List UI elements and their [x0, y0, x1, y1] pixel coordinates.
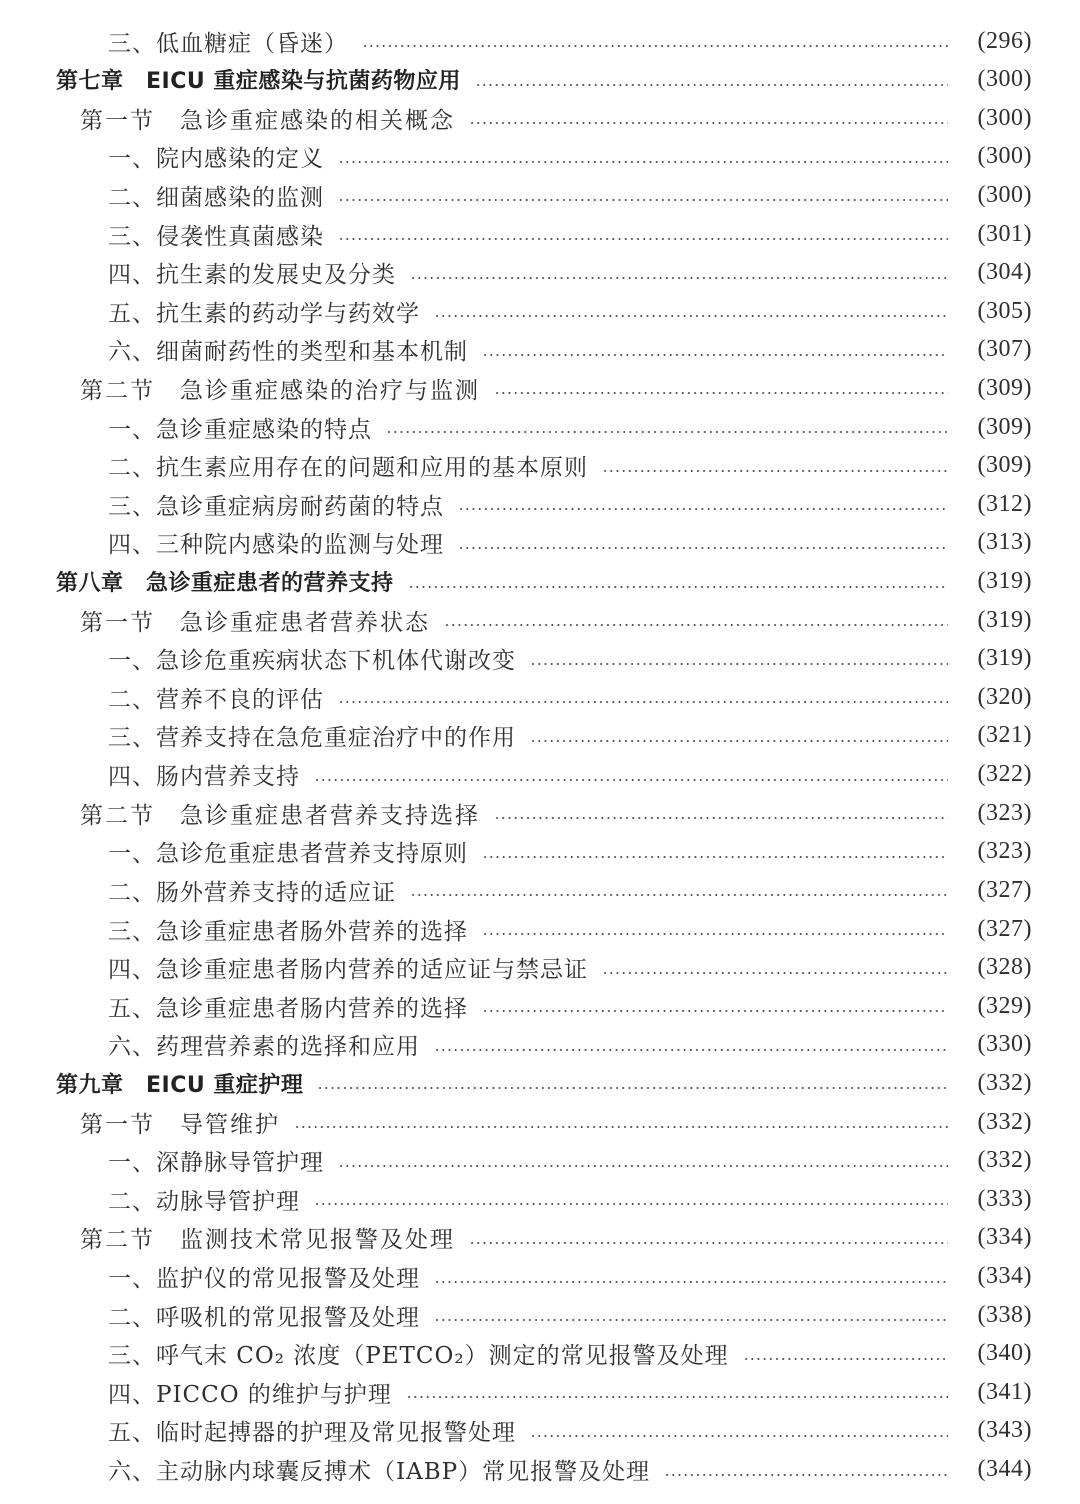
- dot-leader: [338, 1165, 948, 1167]
- dot-leader: [434, 1281, 948, 1283]
- toc-section-row[interactable]: [0, 601, 1080, 640]
- toc-entry-title: 三、侵袭性真菌感染: [108, 223, 324, 250]
- dot-leader: [338, 238, 948, 240]
- toc-entry: [0, 1184, 1032, 1214]
- toc-page-number: (330): [977, 1031, 1032, 1058]
- toc-page-number: (332): [977, 1108, 1032, 1135]
- toc-item-row[interactable]: [0, 1142, 1080, 1181]
- toc-entry: [0, 1068, 1032, 1098]
- toc-item-row[interactable]: [0, 215, 1080, 254]
- toc-chapter-row[interactable]: [0, 1064, 1080, 1103]
- toc-entry: [0, 1416, 1032, 1446]
- toc-page-number: (333): [977, 1185, 1032, 1212]
- toc-entry-title: 六、药理营养素的选择和应用: [108, 1034, 420, 1061]
- dot-leader: [410, 277, 948, 279]
- toc-page-number: (300): [977, 104, 1032, 131]
- dot-leader: [530, 663, 948, 665]
- toc-chapter-row[interactable]: [0, 61, 1080, 100]
- dot-leader: [408, 586, 948, 588]
- dot-leader: [294, 1126, 948, 1128]
- toc-entry: [0, 373, 1032, 403]
- toc-item-row[interactable]: [0, 987, 1080, 1026]
- toc-page-number: (340): [977, 1340, 1032, 1367]
- toc-entry-title: 四、肠内营养支持: [108, 764, 300, 791]
- toc-page-number: (307): [977, 336, 1032, 363]
- toc-item-row[interactable]: [0, 640, 1080, 679]
- dot-leader: [317, 1087, 948, 1089]
- toc-entry-title: 第八章 急诊重症患者的营养支持: [56, 571, 394, 597]
- toc-entry-title: 五、抗生素的药动学与药效学: [108, 300, 420, 327]
- toc-page-number: (320): [977, 683, 1032, 710]
- toc-entry: [0, 65, 1032, 95]
- dot-leader: [338, 701, 948, 703]
- toc-item-row[interactable]: [0, 447, 1080, 486]
- dot-leader: [386, 431, 948, 433]
- toc-entry-title: 第一节 导管维护: [80, 1111, 280, 1138]
- toc-entry: [0, 1377, 1032, 1407]
- dot-leader: [475, 84, 948, 86]
- toc-entry-title: 二、呼吸机的常见报警及处理: [108, 1304, 420, 1331]
- dot-leader: [530, 1435, 948, 1437]
- toc-entry: [0, 296, 1032, 326]
- toc-page-number: (327): [977, 876, 1032, 903]
- toc-entry-title: 第七章 EICU 重症感染与抗菌药物应用: [56, 69, 461, 95]
- toc-page-number: (304): [977, 259, 1032, 286]
- toc-entry-title: 一、深静脉导管护理: [108, 1150, 324, 1177]
- toc-item-row[interactable]: [0, 871, 1080, 910]
- toc-entry: [0, 26, 1032, 56]
- toc-page-number: (343): [977, 1417, 1032, 1444]
- toc-entry: [0, 1339, 1032, 1369]
- toc-page-number: (327): [977, 915, 1032, 942]
- toc-entry: [0, 953, 1032, 983]
- toc-entry-title: 六、主动脉内球囊反搏术（IABP）常见报警及处理: [108, 1459, 651, 1486]
- dot-leader: [602, 972, 948, 974]
- dot-leader: [458, 547, 948, 549]
- dot-leader: [664, 1474, 948, 1476]
- toc-page-number: (309): [977, 452, 1032, 479]
- dot-leader: [602, 470, 948, 472]
- dot-leader: [410, 894, 948, 896]
- toc-entry-title: 四、PICCO 的维护与护理: [108, 1381, 392, 1408]
- toc-item-row[interactable]: [0, 331, 1080, 370]
- toc-item-row[interactable]: [0, 717, 1080, 756]
- toc-section-row[interactable]: [0, 1103, 1080, 1142]
- toc-entry-title: 三、急诊重症病房耐药菌的特点: [108, 493, 444, 520]
- toc-entry-title: 三、营养支持在急危重症治疗中的作用: [108, 725, 516, 752]
- toc-item-row[interactable]: [0, 1335, 1080, 1374]
- toc-entry: [0, 219, 1032, 249]
- toc-item-row[interactable]: [0, 1451, 1080, 1490]
- toc-page-number: (341): [977, 1378, 1032, 1405]
- toc-entry-title: 四、抗生素的发展史及分类: [108, 262, 396, 289]
- toc-page-number: (332): [977, 1069, 1032, 1096]
- toc-entry-title: 第一节 急诊重症患者营养状态: [80, 609, 430, 636]
- toc-item-row[interactable]: [0, 678, 1080, 717]
- toc-entry: [0, 1146, 1032, 1176]
- toc-page-number: (300): [977, 143, 1032, 170]
- toc-entry: [0, 760, 1032, 790]
- toc-entry: [0, 682, 1032, 712]
- toc-entry-title: 一、急诊重症感染的特点: [108, 416, 372, 443]
- toc-entry: [0, 258, 1032, 288]
- toc-section-row[interactable]: [0, 1219, 1080, 1258]
- toc-entry: [0, 875, 1032, 905]
- dot-leader: [362, 45, 948, 47]
- dot-leader: [469, 1242, 948, 1244]
- dot-leader: [482, 354, 948, 356]
- toc-entry: [0, 567, 1032, 597]
- table-of-contents: [0, 22, 1080, 1489]
- toc-entry-title: 四、急诊重症患者肠内营养的适应证与禁忌证: [108, 957, 588, 984]
- dot-leader: [482, 933, 948, 935]
- dot-leader: [482, 856, 948, 858]
- toc-item-row[interactable]: [0, 910, 1080, 949]
- toc-entry: [0, 142, 1032, 172]
- toc-entry-title: 一、监护仪的常见报警及处理: [108, 1266, 420, 1292]
- toc-entry: [0, 335, 1032, 365]
- toc-section-row[interactable]: [0, 369, 1080, 408]
- toc-entry: [0, 489, 1032, 519]
- toc-item-row[interactable]: [0, 1373, 1080, 1412]
- toc-page-number: (313): [977, 529, 1032, 556]
- toc-section-row[interactable]: [0, 99, 1080, 138]
- toc-entry: [0, 605, 1032, 635]
- toc-item-row[interactable]: [0, 485, 1080, 524]
- toc-item-row[interactable]: [0, 1258, 1080, 1297]
- dot-leader: [338, 199, 948, 201]
- toc-entry: [0, 914, 1032, 944]
- dot-leader: [314, 1203, 948, 1205]
- toc-item-row[interactable]: [0, 756, 1080, 795]
- toc-entry: [0, 1300, 1032, 1330]
- toc-page-number: (323): [977, 799, 1032, 826]
- toc-item-row[interactable]: [0, 254, 1080, 293]
- toc-item-row[interactable]: [0, 1412, 1080, 1451]
- toc-entry-title: 第二节 监测技术常见报警及处理: [80, 1227, 455, 1254]
- toc-entry-title: 五、临时起搏器的护理及常见报警处理: [108, 1420, 516, 1447]
- toc-entry: [0, 1223, 1032, 1253]
- toc-item-row[interactable]: [0, 408, 1080, 447]
- toc-section-row[interactable]: [0, 794, 1080, 833]
- toc-page-number: (300): [977, 181, 1032, 208]
- toc-page-number: (305): [977, 297, 1032, 324]
- toc-item-row[interactable]: [0, 833, 1080, 872]
- toc-entry: [0, 721, 1032, 751]
- toc-entry-title: 五、急诊重症患者肠内营养的选择: [108, 995, 468, 1022]
- toc-entry-title: 二、肠外营养支持的适应证: [108, 879, 396, 906]
- toc-entry: [0, 1262, 1032, 1292]
- toc-entry: [0, 412, 1032, 442]
- dot-leader: [743, 1358, 948, 1360]
- toc-entry-title: 二、细菌感染的监测: [108, 184, 324, 211]
- toc-entry: [0, 644, 1032, 674]
- toc-entry: [0, 1455, 1032, 1485]
- toc-page-number: (319): [977, 568, 1032, 595]
- toc-entry-title: 三、低血糖症（昏迷）: [108, 30, 348, 57]
- toc-item-row[interactable]: [0, 22, 1080, 61]
- toc-item-row[interactable]: [0, 1026, 1080, 1065]
- toc-page-number: (322): [977, 761, 1032, 788]
- dot-leader: [458, 508, 948, 510]
- toc-entry: [0, 1030, 1032, 1060]
- toc-entry-title: 三、呼气末 CO₂ 浓度（PETCO₂）测定的常见报警及处理: [108, 1343, 729, 1370]
- toc-page-number: (301): [977, 220, 1032, 247]
- dot-leader: [406, 1396, 948, 1398]
- toc-entry-title: 二、抗生素应用存在的问题和应用的基本原则: [108, 455, 588, 482]
- toc-entry: [0, 103, 1032, 133]
- toc-page-number: (332): [977, 1147, 1032, 1174]
- toc-page-number: (334): [977, 1224, 1032, 1251]
- toc-page-number: (323): [977, 838, 1032, 865]
- toc-item-row[interactable]: [0, 138, 1080, 177]
- toc-entry-title: 一、急诊危重疾病状态下机体代谢改变: [108, 648, 516, 675]
- dot-leader: [494, 392, 948, 394]
- toc-entry-title: 第九章 EICU 重症护理: [56, 1072, 304, 1098]
- dot-leader: [482, 1010, 948, 1012]
- toc-item-row[interactable]: [0, 292, 1080, 331]
- toc-page-number: (344): [977, 1456, 1032, 1483]
- toc-entry-title: 二、营养不良的评估: [108, 686, 324, 713]
- toc-entry: [0, 991, 1032, 1021]
- dot-leader: [494, 817, 948, 819]
- toc-page-number: (321): [977, 722, 1032, 749]
- toc-item-row[interactable]: [0, 1296, 1080, 1335]
- toc-page-number: (300): [977, 66, 1032, 93]
- toc-entry-title: 二、动脉导管护理: [108, 1188, 300, 1215]
- toc-page-number: (319): [977, 645, 1032, 672]
- toc-page-number: (312): [977, 490, 1032, 517]
- dot-leader: [434, 315, 948, 317]
- toc-page-number: (328): [977, 954, 1032, 981]
- toc-entry: [0, 1107, 1032, 1137]
- dot-leader: [444, 624, 948, 626]
- toc-page-number: (329): [977, 992, 1032, 1019]
- toc-page-number: (296): [977, 27, 1032, 54]
- toc-item-row[interactable]: [0, 524, 1080, 563]
- toc-entry-title: 六、细菌耐药性的类型和基本机制: [108, 339, 468, 366]
- dot-leader: [434, 1319, 948, 1321]
- toc-entry-title: 一、急诊危重症患者营养支持原则: [108, 841, 468, 868]
- toc-page-number: (309): [977, 374, 1032, 401]
- dot-leader: [314, 779, 948, 781]
- dot-leader: [530, 740, 948, 742]
- dot-leader: [338, 161, 948, 163]
- toc-entry: [0, 798, 1032, 828]
- toc-entry: [0, 180, 1032, 210]
- dot-leader: [469, 122, 948, 124]
- dot-leader: [434, 1049, 948, 1051]
- toc-page-number: (338): [977, 1301, 1032, 1328]
- toc-entry: [0, 528, 1032, 558]
- toc-page-number: (309): [977, 413, 1032, 440]
- toc-item-row[interactable]: [0, 176, 1080, 215]
- toc-entry-title: 三、急诊重症患者肠外营养的选择: [108, 918, 468, 945]
- toc-chapter-row[interactable]: [0, 563, 1080, 602]
- toc-item-row[interactable]: [0, 949, 1080, 988]
- toc-entry-title: 第二节 急诊重症患者营养支持选择: [80, 802, 480, 829]
- toc-entry-title: 四、三种院内感染的监测与处理: [108, 532, 444, 559]
- toc-page-number: (319): [977, 606, 1032, 633]
- toc-item-row[interactable]: [0, 1180, 1080, 1219]
- toc-entry-title: 一、院内感染的定义: [108, 146, 324, 173]
- toc-entry: [0, 451, 1032, 481]
- toc-entry-title: 第二节 急诊重症感染的治疗与监测: [80, 377, 480, 404]
- toc-entry-title: 第一节 急诊重症感染的相关概念: [80, 107, 455, 134]
- toc-entry: [0, 837, 1032, 867]
- toc-page-number: (334): [977, 1263, 1032, 1289]
